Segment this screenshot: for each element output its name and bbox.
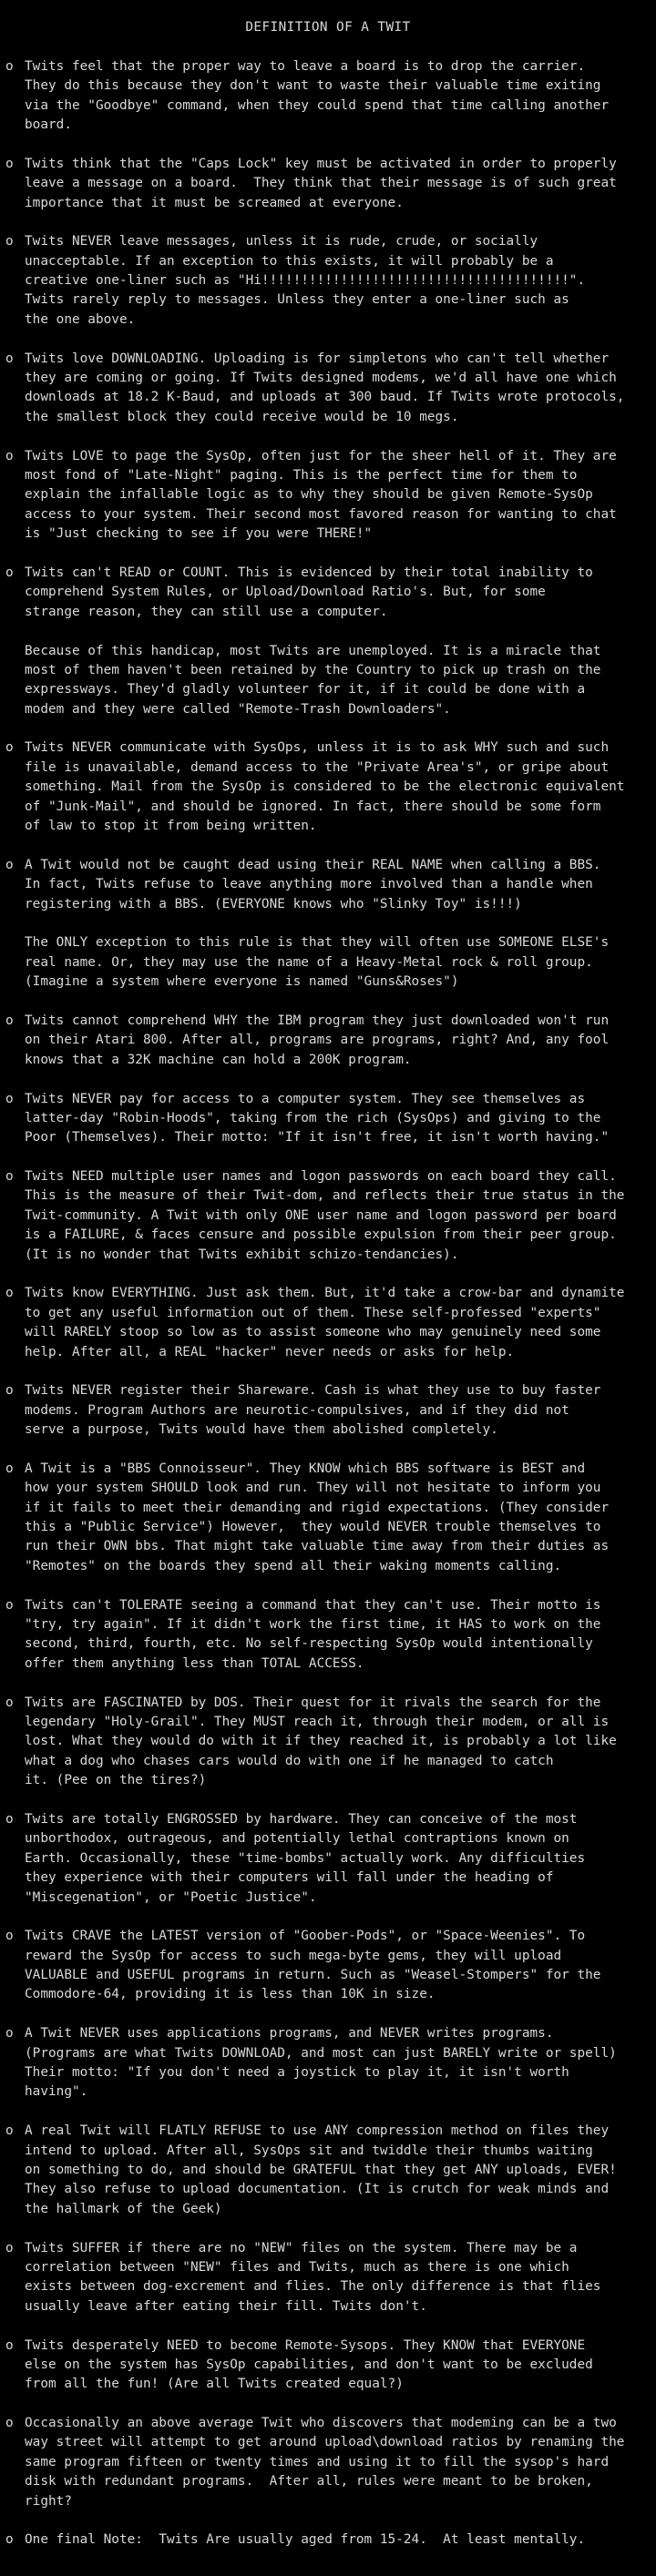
bullet-paragraph (0, 350, 656, 428)
bullet-marker: o (5, 351, 14, 366)
bullet-marker: o (5, 1286, 14, 1301)
text-line: Twits are totally ENGROSSED by hardware. They can conceive of the most (25, 1811, 578, 1827)
text-line: Occasionally an above average Twit who discovers that modeming can be a two (25, 2416, 617, 2431)
text-line: A Twit is a "BBS Connoisseur". They KNOW which BBS software is BEST and (25, 1461, 586, 1476)
text-line: Twits NEVER leave messages, unless it is rude, crude, or socially (25, 234, 538, 249)
text-line: Twits can't READ or COUNT. This is evidenced by their total inability to (25, 565, 593, 580)
text-line: is "Just checking to see if you were THERE!" (25, 526, 373, 542)
text-line: Twits can't TOLERATE seeing a command that they can't use. Their motto is (25, 1597, 601, 1613)
text-line: leave a message on a board. They think that their message is of such great (25, 176, 617, 191)
text-line: A Twit NEVER uses applications programs, and NEVER writes programs. (25, 2026, 554, 2041)
text-line: Twits know EVERYTHING. Just ask them. But, it'd take a crow-bar and dynamite (25, 1286, 625, 1301)
text-line: Their motto: "If you don't need a joystick to play it, it isn't worth (25, 2065, 569, 2081)
text-line: Twits cannot comprehend WHY the IBM program they just downloaded won't run (25, 1013, 610, 1028)
text-line: A Twit would not be caught dead using their REAL NAME when calling a BBS. (25, 857, 601, 872)
document-title: DEFINITION OF A TWIT (245, 20, 411, 35)
bullet-marker: o (5, 2416, 14, 2431)
text-line: what a dog who chases cars would do with one if he managed to catch (25, 1753, 554, 1768)
bullet-paragraph (0, 2337, 656, 2395)
text-line: registering with a BBS. (EVERYONE knows who "Slinky Toy" is!!!) (25, 896, 522, 911)
bullet-marker: o (5, 2240, 14, 2255)
text-line: Twits think that the "Caps Lock" key must be activated in order to properly (25, 156, 617, 171)
text-line: Earth. Occasionally, these "time-bombs" actually work. Any difficulties (25, 1850, 586, 1866)
document-body (0, 18, 656, 2570)
text-line: correlation between "NEW" files and Twits, much as there is one which (25, 2259, 569, 2275)
text-line: on their Atari 800. After all, programs are programs, right? And, any fool (25, 1033, 610, 1048)
text-line: serve a purpose, Twits would have them abolished completely. (25, 1422, 498, 1438)
bullet-marker: o (5, 2532, 14, 2548)
text-line: comprehend System Rules, or Upload/Download Ratio's. But, for some (25, 585, 546, 600)
text-line: second, third, fourth, etc. No self-respecting SysOp would intentionally (25, 1636, 593, 1652)
text-line: Twits rarely reply to messages. Unless they enter a one-liner such as (25, 292, 569, 308)
bullet-marker: o (5, 1091, 14, 1106)
text-line: of "Junk-Mail", and should be ignored. In fact, there should be some form (25, 799, 601, 814)
text-line: intend to upload. After all, SysOps sit and twiddle their thumbs waiting (25, 2143, 593, 2158)
text-line: run their OWN bbs. That might take valuable time away from their duties as (25, 1539, 610, 1554)
text-line: lost. What they would do with it if they reached it, is probably a lot like (25, 1734, 617, 1749)
text-line: (Programs are what Twits DOWNLOAD, and most can just BARELY write or spell) (25, 2045, 617, 2061)
bullet-paragraph (0, 738, 656, 836)
text-line: usually leave after eating their fill. Twits don't. (25, 2298, 427, 2314)
bullet-paragraph (0, 1927, 656, 2005)
text-line: explain the infallable logic as to why they should be given Remote-SysOp (25, 487, 593, 503)
bullet-marker: o (5, 1929, 14, 1944)
text-line: if it fails to meet their demanding and rigid expectations. (They consider (25, 1500, 610, 1515)
text-line: most of them haven't been retained by the Country to pick up trash on the (25, 662, 601, 677)
text-line: expressways. They'd gladly volunteer for it, if it could be done with a (25, 682, 586, 697)
bullet-paragraph (0, 1596, 656, 1675)
bullet-marker: o (5, 1013, 14, 1028)
text-line: reward the SysOp for access to such mega-byte gems, they will upload (25, 1948, 562, 1963)
text-line: Twits NEED multiple user names and logon passwords on each board they call. (25, 1169, 617, 1185)
text-line: Twits NEVER pay for access to a computer system. They see themselves as (25, 1091, 586, 1106)
text-line: to get any useful information out of them. These self-professed "experts" (25, 1305, 601, 1320)
text-line: They do this because they don't want to waste their valuable time exiting (25, 78, 601, 94)
text-line: the hallmark of the Geek) (25, 2201, 222, 2216)
text-line: most fond of "Late-Night" paging. This is the perfect time for them to (25, 468, 578, 483)
text-line: "Remotes" on the boards they spend all their waking moments calling. (25, 1558, 562, 1573)
text-line: disk with redundant programs. After all, rules were meant to be broken, (25, 2474, 593, 2489)
text-line: help. After all, a REAL "hacker" never needs or asks for help. (25, 1344, 515, 1359)
text-line: importance that it must be screamed at everyone. (25, 195, 404, 210)
bullet-marker: o (5, 1811, 14, 1827)
text-line: (Imagine a system where everyone is named "Guns&Roses") (25, 974, 459, 990)
bullet-paragraph (0, 2530, 656, 2550)
text-line: They also refuse to upload documentation. (It is crutch for weak minds and (25, 2182, 610, 2197)
text-line: they are coming or going. If Twits designed modems, we'd all have one which (25, 371, 617, 386)
bullet-paragraph (0, 1381, 656, 1440)
bullet-marker: o (5, 857, 14, 872)
bullet-paragraph (0, 2239, 656, 2317)
text-line: the one above. (25, 311, 136, 327)
text-line: Twits NEVER communicate with SysOps, unless it is to ask WHY such and such (25, 740, 610, 756)
text-line: via the "Goodbye" command, when they could spend that time calling another (25, 97, 610, 113)
text-line: "Miscegenation", or "Poetic Justice". (25, 1889, 317, 1905)
bullet-paragraph (0, 564, 656, 622)
bullet-marker: o (5, 740, 14, 756)
text-line: (It is no wonder that Twits exhibit schizo-tendancies). (25, 1247, 459, 1262)
text-line: modem and they were called "Remote-Trash Downloaders". (25, 701, 451, 717)
text-line: having". (25, 2084, 88, 2100)
text-line: Twits desperately NEED to become Remote-Sysops. They KNOW that EVERYONE (25, 2337, 586, 2353)
bullet-paragraph (0, 447, 656, 545)
text-line: "try, try again". If it didn't work the first time, it HAS to work on the (25, 1617, 601, 1633)
text-line: offer them anything less than TOTAL ACCESS. (25, 1655, 364, 1671)
text-line: Commodore-64, providing it is less than 10K in size. (25, 1987, 436, 2002)
text-line: unacceptable. If an exception to this exists, it will probably be a (25, 253, 554, 269)
text-line: same program fifteen or twenty times and using it to fill the sysop's hard (25, 2454, 610, 2469)
bullet-marker: o (5, 2123, 14, 2139)
bullet-paragraph (0, 2024, 656, 2103)
bullet-marker: o (5, 1169, 14, 1185)
paragraph-list (0, 57, 656, 2551)
bullet-paragraph (0, 1167, 656, 1265)
text-line: latter-day "Robin-Hoods", taking from the rich (SysOps) and giving to the (25, 1110, 601, 1125)
text-line: In fact, Twits refuse to leave anything more involved than a handle when (25, 877, 593, 892)
text-line: legendary "Holy-Grail". They MUST reach it, through their modem, or all is (25, 1715, 610, 1729)
bullet-marker: o (5, 234, 14, 249)
text-line: Twits feel that the proper way to leave a board is to drop the carrier. (25, 58, 586, 74)
bullet-marker: o (5, 1597, 14, 1613)
text-line: downloads at 18.2 K-Baud, and uploads at 300 baud. If Twits wrote protocols, (25, 390, 625, 405)
bullet-paragraph (0, 1810, 656, 1908)
text-line: One final Note: Twits Are usually aged from 15-24. At least mentally. (25, 2532, 586, 2548)
text-line: Twits SUFFER if there are no "NEW" files on the system. There may be a (25, 2240, 578, 2255)
text-line: Twit-community. A Twit with only ONE user name and logon password per board (25, 1207, 617, 1223)
text-line: they experience with their computers will fall under the heading of (25, 1870, 554, 1886)
text-line: is a FAILURE, & faces censure and possible expulsion from their peer group. (25, 1227, 617, 1243)
text-line: VALUABLE and USEFUL programs in return. Such as "Weasel-Stompers" for the (25, 1968, 601, 1983)
text-line: Twits LOVE to page the SysOp, often just for the sheer hell of it. They are (25, 448, 617, 463)
bullet-marker: o (5, 2337, 14, 2353)
bullet-marker: o (5, 565, 14, 580)
text-line: Poor (Themselves). Their motto: "If it isn't free, it isn't worth having." (25, 1130, 610, 1145)
bullet-paragraph (0, 155, 656, 213)
bullet-marker: o (5, 1695, 14, 1710)
text-line: exists between dog-excrement and flies. The only difference is that flies (25, 2279, 601, 2295)
bullet-paragraph (0, 232, 656, 330)
text-line: something. Mail from the SysOp is considered to be the electronic equivalent (25, 779, 625, 795)
text-line: Twits NEVER register their Shareware. Cash is what they use to buy faster (25, 1383, 601, 1399)
bullet-paragraph (0, 1284, 656, 1362)
text-line: strange reason, they can still use a computer. (25, 604, 388, 619)
continuation-paragraph (0, 933, 656, 992)
bullet-paragraph (0, 1460, 656, 1576)
text-line: way street will attempt to get around upload\download ratios by renaming the (25, 2435, 625, 2450)
bullet-paragraph (0, 1694, 656, 1791)
text-line: of law to stop it from being written. (25, 819, 317, 834)
bullet-marker: o (5, 448, 14, 463)
text-line: access to your system. Their second most favored reason for wanting to chat (25, 506, 617, 522)
bullet-marker: o (5, 156, 14, 171)
bullet-marker: o (5, 1461, 14, 1476)
bullet-paragraph (0, 2122, 656, 2219)
bullet-marker: o (5, 58, 14, 74)
text-line: Twits are FASCINATED by DOS. Their quest for it rivals the search for the (25, 1695, 601, 1710)
text-line: it. (Pee on the tires?) (25, 1773, 207, 1788)
bullet-paragraph (0, 856, 656, 914)
text-line: unborthodox, outrageous, and potentially lethal contraptions known on (25, 1831, 569, 1847)
bullet-marker: o (5, 2026, 14, 2041)
bullet-paragraph (0, 2414, 656, 2511)
text-line: else on the system has SysOp capabilities, and don't want to be excluded (25, 2357, 593, 2372)
text-line: on something to do, and should be GRATEFUL that they get ANY uploads, EVER! (25, 2162, 617, 2177)
text-line: Twits CRAVE the LATEST version of "Goober-Pods", or "Space-Weenies". To (25, 1929, 586, 1944)
text-line: this a "Public Service") However, they would NEVER trouble themselves to (25, 1520, 601, 1535)
bullet-paragraph (0, 1090, 656, 1148)
bullet-marker: o (5, 1383, 14, 1399)
bullet-paragraph (0, 57, 656, 136)
text-line: Twits love DOWNLOADING. Uploading is for simpletons who can't tell whether (25, 351, 610, 366)
text-line: modems. Program Authors are neurotic-compulsives, and if they did not (25, 1402, 569, 1418)
text-line: knows that a 32K machine can hold a 200K program. (25, 1052, 412, 1067)
text-line: creative one-liner such as "Hi!!!!!!!!!!!!!!!!!!!!!!!!!!!!!!!!!!!!!!!". (25, 273, 586, 289)
text-line: Because of this handicap, most Twits are unemployed. It is a miracle that (25, 643, 601, 658)
text-line: how your system SHOULD look and run. They will not hesitate to inform you (25, 1481, 601, 1496)
text-line: from all the fun! (Are all Twits created equal?) (25, 2377, 404, 2392)
text-line: real name. Or, they may use the name of a Heavy-Metal rock & roll group. (25, 954, 593, 970)
text-line: file is unavailable, demand access to the "Private Area's", or gripe about (25, 759, 610, 775)
continuation-paragraph (0, 642, 656, 720)
text-line: This is the measure of their Twit-dom, and reflects their true status in the (25, 1188, 625, 1204)
text-line: board. (25, 117, 72, 132)
text-line: right? (25, 2493, 72, 2509)
bullet-paragraph (0, 1012, 656, 1070)
text-line: the smallest block they could receive would be 10 megs. (25, 409, 459, 424)
text-line: will RARELY stoop so low as to assist someone who may genuinely need some (25, 1325, 601, 1340)
text-line: The ONLY exception to this rule is that they will often use SOMEONE ELSE's (25, 935, 610, 951)
text-line: A real Twit will FLATLY REFUSE to use ANY compression method on files they (25, 2123, 610, 2139)
